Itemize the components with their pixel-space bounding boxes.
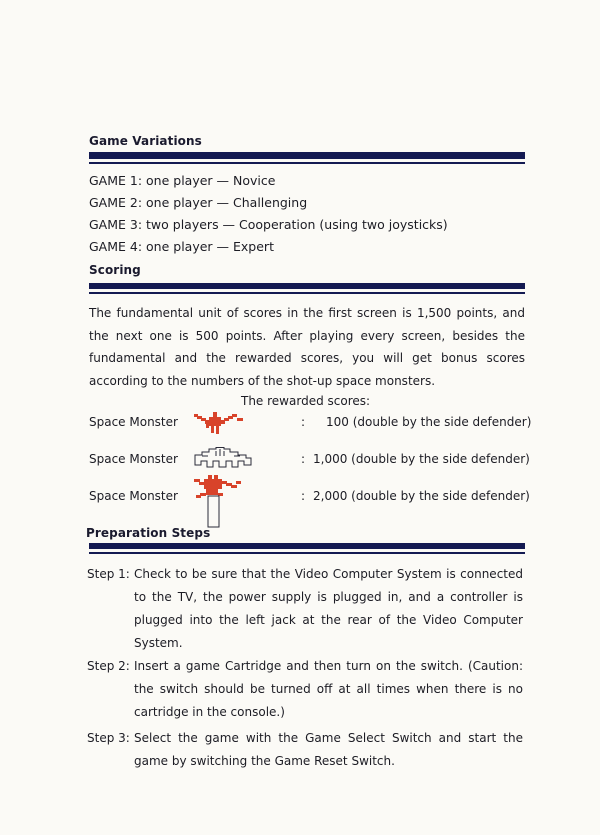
section-title-game-variations: Game Variations [89,134,202,148]
step-number: Step 1: [87,567,130,581]
section-rule-thin [89,552,525,554]
step-text: Select the game with the Game Select Switch and start the game by switching the Game Reset Switch. [134,731,523,768]
monster-score: 100 (double by the side defender) [326,415,532,429]
section-rule-thin [89,292,525,294]
game-variation-4: GAME 4: one player — Expert [89,239,274,254]
section-rule [89,283,525,289]
step-number: Step 2: [87,659,130,673]
red-tower-monster-icon [194,475,242,533]
step-number: Step 3: [87,731,130,745]
scoring-paragraph: The fundamental unit of scores in the first screen is 1,500 points, and the next one is 500 points. After playing every screen, besides the fundamental and the rewarded scores, you will get bonus scores according to the numbers of the shot-up space monsters. [89,306,525,388]
rewarded-scores-title: The rewarded scores: [241,394,371,408]
preparation-step-2 [87,655,523,724]
monster-colon: : [301,452,306,466]
section-rule-thin [89,162,525,164]
monster-score-row [89,415,534,445]
monster-score: 1,000 (double by the side defender) [313,452,530,466]
section-title-preparation-steps: Preparation Steps [86,526,211,540]
monster-colon: : [301,489,306,503]
section-rule [89,152,525,159]
monster-score-row [89,489,534,519]
red-bird-monster-icon [194,412,246,440]
monster-label: Space Monster [89,452,178,466]
game-variation-3: GAME 3: two players — Cooperation (using two joysticks) [89,217,448,232]
step-text: Insert a game Cartridge and then turn on the switch. (Caution: the switch should be turned off at all times when there is no cartridge in the console.) [134,659,523,719]
preparation-step-3 [87,727,523,773]
game-variation-1: GAME 1: one player — Novice [89,173,276,188]
step-text: Check to be sure that the Video Computer System is connected to the TV, the power supply is plugged in, and a controller is plugged into the left jack at the rear of the Video Computer System. [134,567,523,650]
monster-score-row [89,452,534,482]
preparation-step-1 [87,563,523,655]
game-variation-2: GAME 2: one player — Challenging [89,195,308,210]
section-title-scoring: Scoring [89,263,141,277]
section-rule [89,543,525,549]
monster-label: Space Monster [89,415,178,429]
outlined-mothership-monster-icon [194,447,252,473]
monster-colon: : [301,415,306,429]
monster-label: Space Monster [89,489,178,503]
monster-score: 2,000 (double by the side defender) [313,489,530,503]
